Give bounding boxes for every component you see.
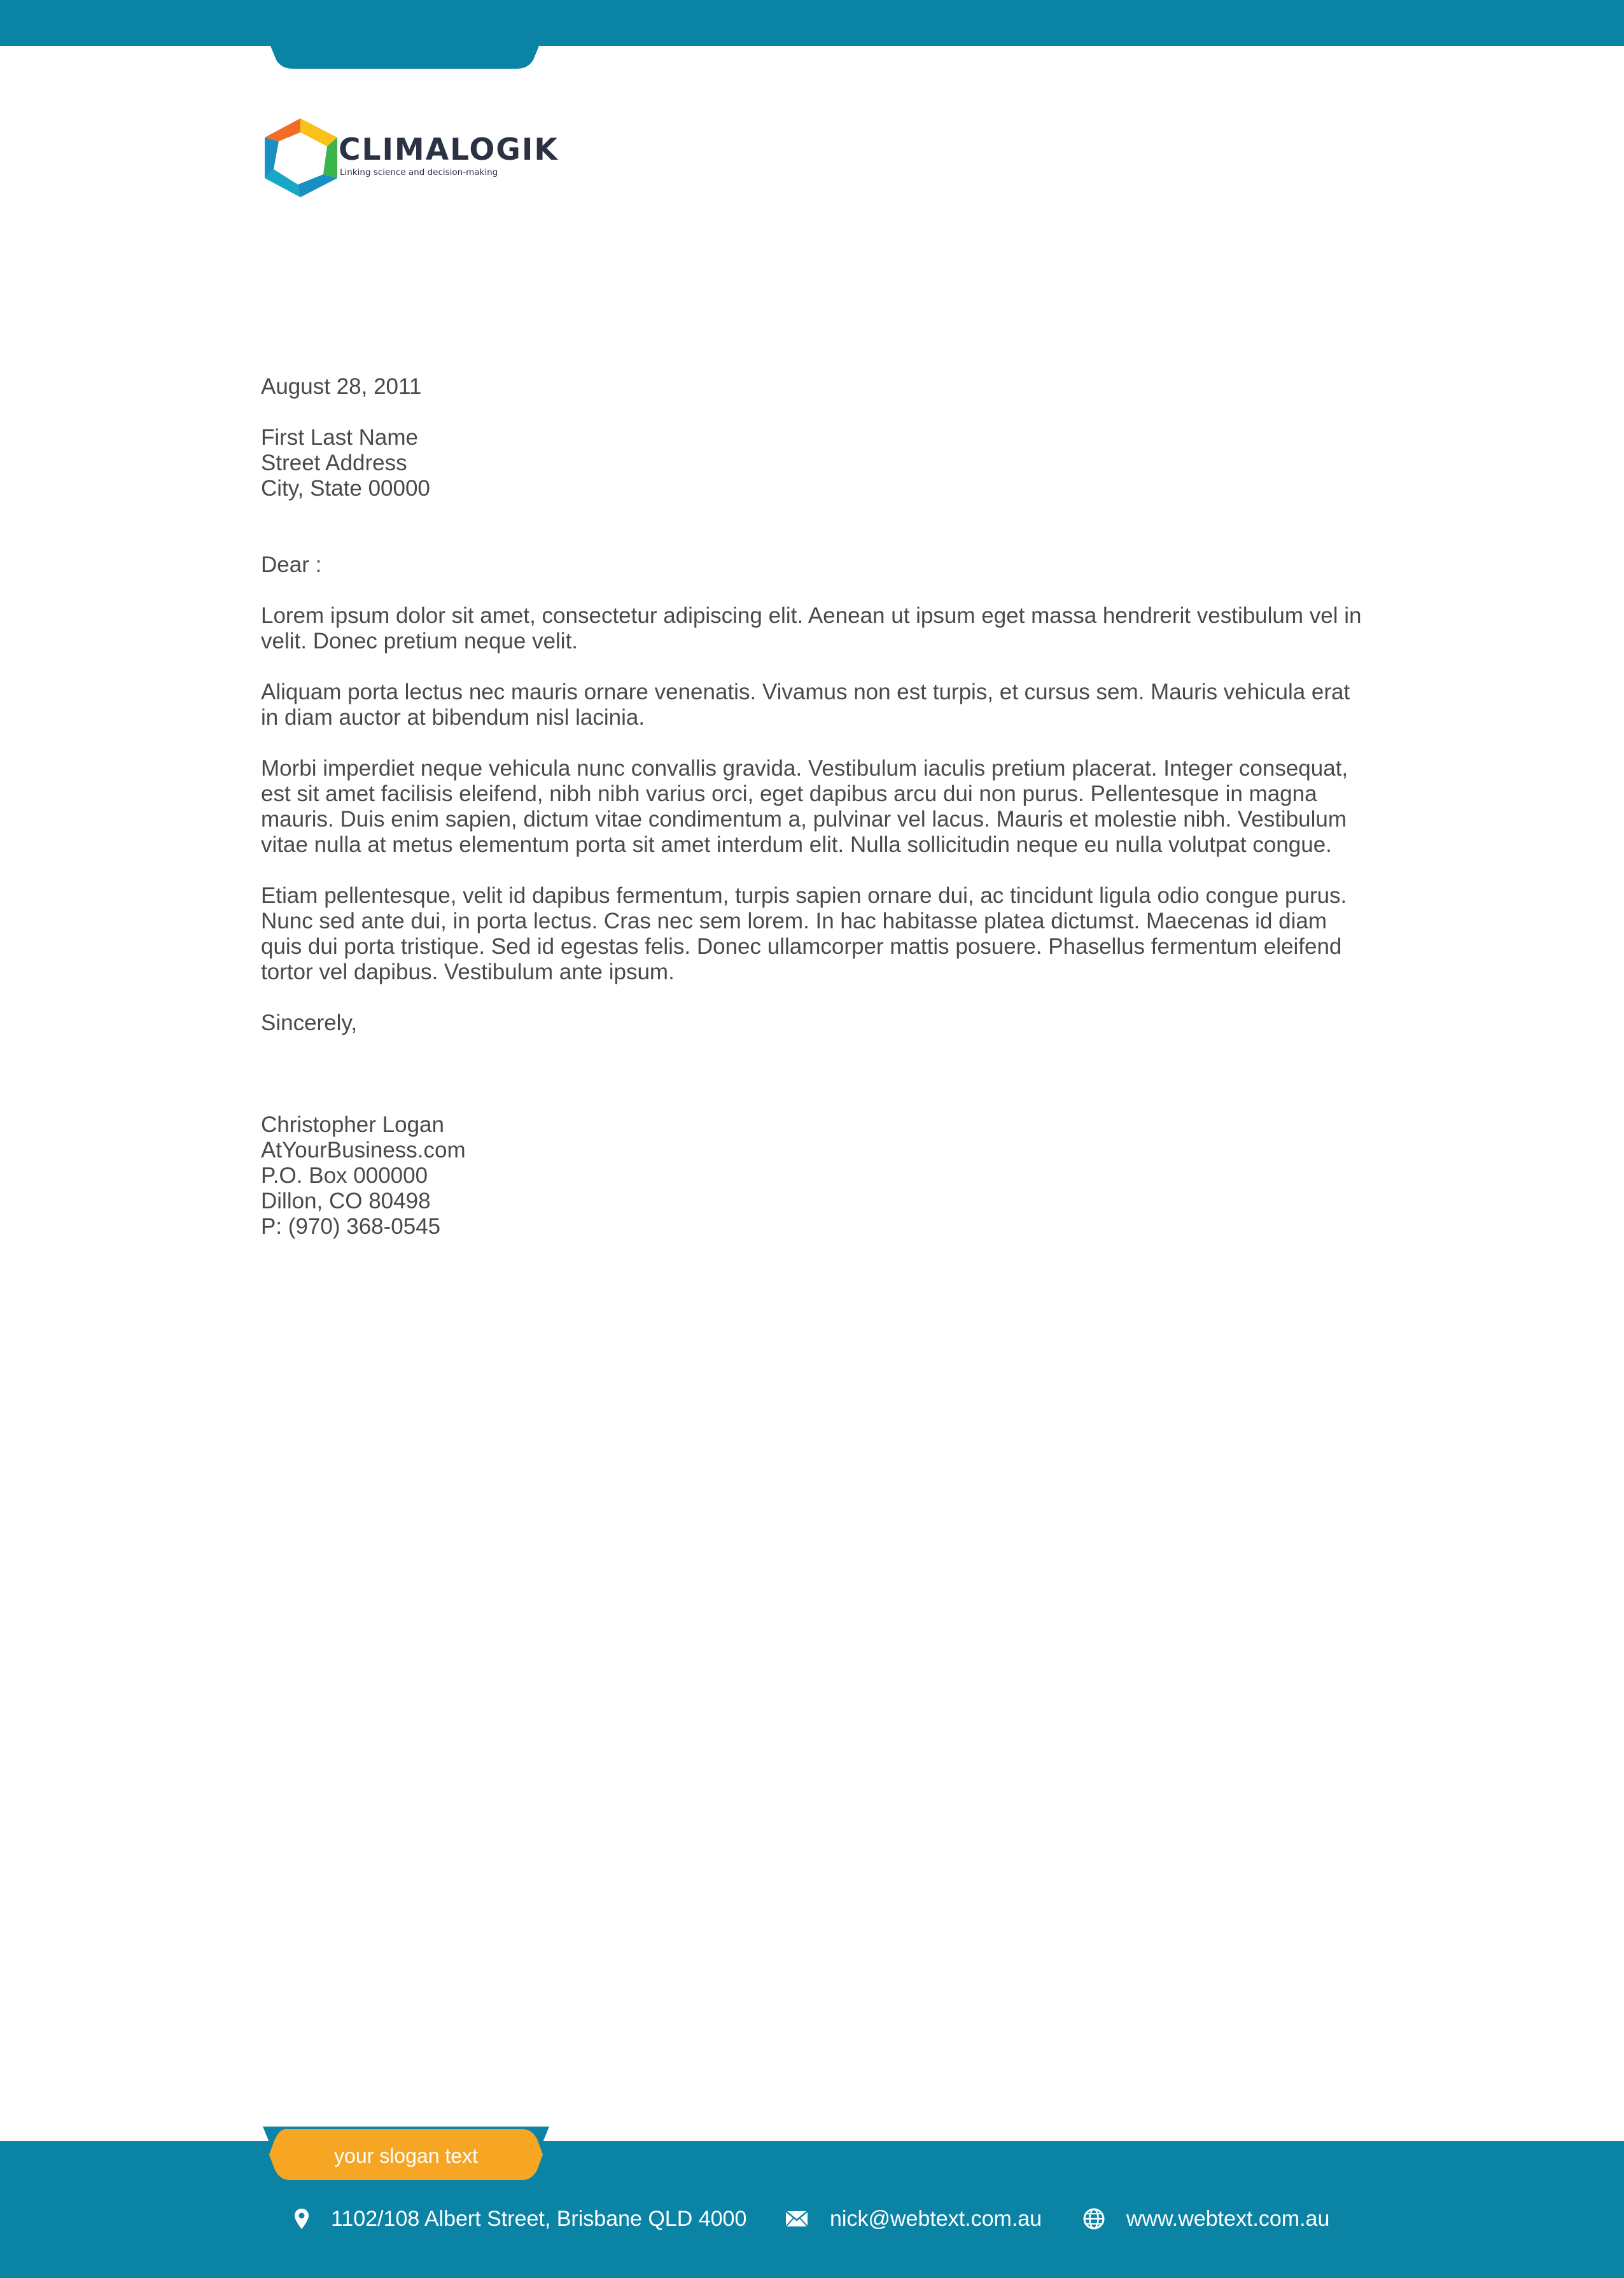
footer-email[interactable] [785, 2203, 1042, 2235]
recipient-name: First Last Name [261, 425, 418, 450]
signature-company: AtYourBusiness.com [261, 1138, 466, 1163]
signature-block [261, 1112, 1368, 1240]
footer-address [294, 2203, 746, 2235]
logo-tagline: Linking science and decision-making [340, 167, 498, 178]
signature-name: Christopher Logan [261, 1112, 444, 1137]
signature-po-box: P.O. Box 000000 [261, 1163, 428, 1188]
header-band [0, 0, 1624, 46]
location-pin-icon [294, 2208, 309, 2230]
hexagon-logo-icon [261, 115, 344, 200]
footer-website-text[interactable]: www.webtext.com.au [1126, 2206, 1330, 2231]
slogan-text: your slogan text [334, 2144, 478, 2167]
body-paragraph-2: Aliquam porta lectus nec mauris ornare venenatis. Vivamus non est turpis, et cursus sem. Mauris vehicula erat in diam auctor at bibendum nisl lacinia. [261, 680, 1350, 730]
recipient-city: City, State 00000 [261, 476, 430, 501]
letter-date: August 28, 2011 [261, 374, 422, 399]
recipient-street: Street Address [261, 451, 407, 475]
signature-phone: P: (970) 368-0545 [261, 1214, 441, 1239]
body-paragraph-4: Etiam pellentesque, velit id dapibus fermentum, turpis sapien ornare dui, ac tincidunt ligula odio congue purus. Nunc sed ante dui, in porta lectus. Cras nec sem lorem. In hac habitasse platea dictumst. Maecenas id diam quis dui porta tristique. Sed id egestas felis. Donec ullamcorper mattis posuere. Phasellus fermentum eleifend tortor vel dapibus. Vestibulum ante ipsum. [261, 883, 1347, 984]
footer-website[interactable] [1083, 2203, 1329, 2235]
logo-wordmark: CLIMALOGIK [339, 132, 559, 167]
body-paragraph-1: Lorem ipsum dolor sit amet, consectetur adipiscing elit. Aenean ut ipsum eget massa hendrerit vestibulum vel in velit. Donec pretium neque velit. [261, 603, 1362, 653]
globe-icon [1083, 2208, 1105, 2230]
footer-email-text[interactable]: nick@webtext.com.au [830, 2206, 1042, 2231]
recipient-address [261, 425, 1368, 501]
footer-address-text: 1102/108 Albert Street, Brisbane QLD 4000 [331, 2206, 747, 2231]
closing: Sincerely, [261, 1010, 358, 1035]
envelope-icon [785, 2211, 808, 2227]
header-tab [267, 38, 542, 70]
signature-city: Dillon, CO 80498 [261, 1189, 431, 1213]
company-logo [261, 115, 559, 204]
body-paragraph-3: Morbi imperdiet neque vehicula nunc convallis gravida. Vestibulum iaculis pretium placerat. Integer consequat, est sit amet facilisis eleifend, nibh nibh varius orci, eget dapibus arcu dui non purus. Pellentesque in magna mauris. Duis enim sapien, dictum vitae condimentum a, pulvinar vel lacus. Mauris et molestie nibh. Vestibulum vitae nulla at metus elementum porta sit amet interdum elit. Nulla sollicitudin neque eu nulla volutpat congue. [261, 756, 1348, 857]
letter-body [261, 374, 1368, 1240]
salutation: Dear : [261, 552, 322, 577]
